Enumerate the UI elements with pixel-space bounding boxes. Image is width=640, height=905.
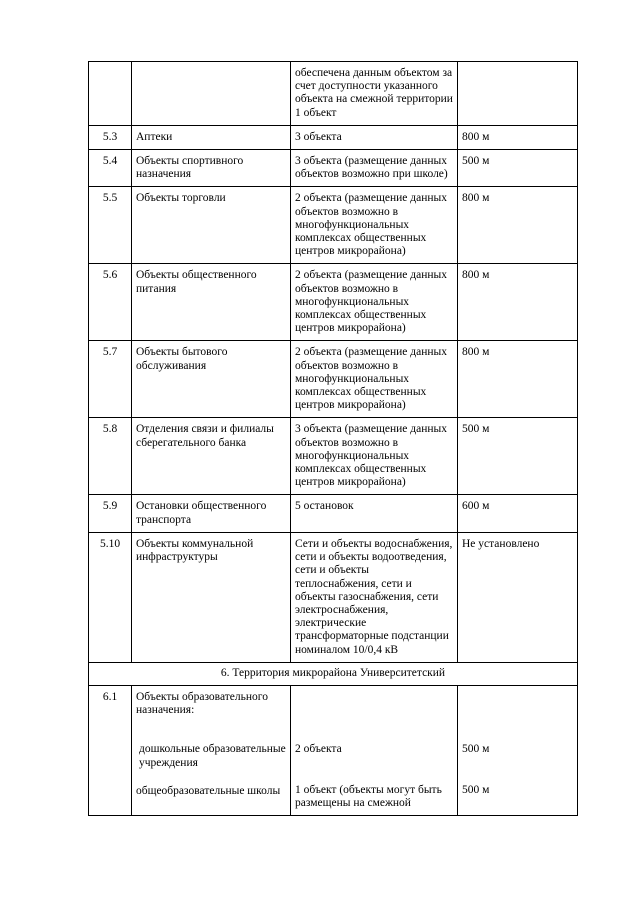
row-number: 6.1 — [89, 685, 132, 815]
facility-distance — [458, 685, 578, 815]
facility-distance: 600 м — [458, 495, 578, 532]
facility-subitem-name: общеобразовательные школы — [136, 784, 281, 797]
row-number: 5.7 — [89, 341, 132, 418]
facility-subitem-value: 1 объект (объекты могут быть размещены на смежной — [295, 783, 442, 810]
facility-name: Отделения связи и филиалы сберегательного банка — [132, 418, 291, 495]
row-number: 5.9 — [89, 495, 132, 532]
table-row — [89, 341, 578, 418]
facility-distance: 800 м — [458, 341, 578, 418]
table-row — [89, 685, 578, 815]
table-row — [89, 125, 578, 149]
facility-name: Объекты бытового обслуживания — [132, 341, 291, 418]
facility-distance — [458, 62, 578, 126]
facility-name: Объекты общественного питания — [132, 264, 291, 341]
facility-name: Объекты торговли — [132, 187, 291, 264]
row-number: 5.6 — [89, 264, 132, 341]
row-number: 5.5 — [89, 187, 132, 264]
row-number: 5.10 — [89, 532, 132, 662]
table-row — [89, 187, 578, 264]
facility-subitem-distance: 500 м — [462, 742, 490, 755]
row-number: 5.8 — [89, 418, 132, 495]
row-number: 5.3 — [89, 125, 132, 149]
table-row — [89, 418, 578, 495]
facility-value — [291, 685, 458, 815]
facility-value: обеспечена данным объектом за счет доступности указанного объекта на смежной территории 1 объект — [291, 62, 458, 126]
facility-name: Объекты коммунальной инфраструктуры — [132, 532, 291, 662]
facility-distance: Не установлено — [458, 532, 578, 662]
facility-value: 3 объекта (размещение данных объектов возможно в многофункциональных комплексах общественных центров микрорайона) — [291, 418, 458, 495]
facility-value: 3 объекта — [291, 125, 458, 149]
facility-value: 3 объекта (размещение данных объектов возможно при школе) — [291, 150, 458, 187]
facility-distance: 800 м — [458, 264, 578, 341]
row-number: 5.4 — [89, 150, 132, 187]
row-number — [89, 62, 132, 126]
facility-subitem-value: 2 объекта — [295, 742, 342, 755]
facility-subitem-name: дошкольные образовательные учреждения — [139, 743, 286, 769]
table-row — [89, 264, 578, 341]
table-row — [89, 532, 578, 662]
facility-value: 2 объекта (размещение данных объектов возможно в многофункциональных комплексах общественных центров микрорайона) — [291, 341, 458, 418]
facility-name: Остановки общественного транспорта — [132, 495, 291, 532]
facility-subitem-distance: 500 м — [462, 783, 490, 796]
facility-name — [132, 62, 291, 126]
section-heading: 6. Территория микрорайона Университетский — [89, 662, 578, 685]
table-row — [89, 150, 578, 187]
facility-value: Сети и объекты водоснабжения, сети и объекты водоотведения, сети и объекты теплоснабжения, сети и объекты газоснабжения, сети электроснабжения, электрические трансформаторные подстанции номиналом 10/0,4 кВ — [291, 532, 458, 662]
facility-name: Аптеки — [132, 125, 291, 149]
facility-distance: 500 м — [458, 418, 578, 495]
table-row — [89, 62, 578, 126]
facility-distance: 500 м — [458, 150, 578, 187]
facility-value: 2 объекта (размещение данных объектов возможно в многофункциональных комплексах общественных центров микрорайона) — [291, 264, 458, 341]
facility-distance: 800 м — [458, 187, 578, 264]
facility-name: Объекты спортивного назначения — [132, 150, 291, 187]
facility-group-name: Объекты образовательного назначения: — [136, 690, 268, 717]
table-row — [89, 495, 578, 532]
facilities-table — [88, 61, 578, 816]
facility-value: 5 остановок — [291, 495, 458, 532]
facility-name — [132, 685, 291, 815]
section-row — [89, 662, 578, 685]
facility-value: 2 объекта (размещение данных объектов возможно в многофункциональных комплексах общественных центров микрорайона) — [291, 187, 458, 264]
facility-distance: 800 м — [458, 125, 578, 149]
